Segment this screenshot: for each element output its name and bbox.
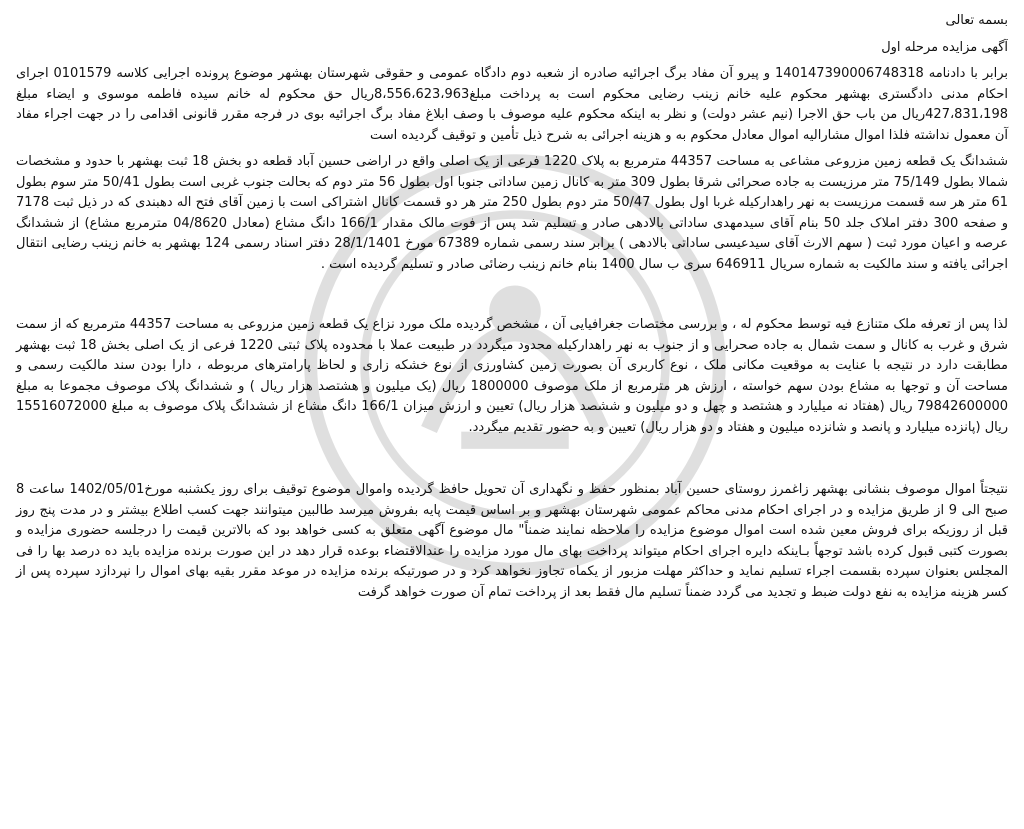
notice-paragraph-valuation: لذا پس از تعرفه ملک متنازع فیه توسط محکوم له ، و بررسی مختصات جغرافیایی آن ، مشخص گردیده ملک مورد نزاع یک قطعه زمین مزروعی به مساحت 44357 مترمربع که از سمت شرق و غرب به کانال و سمت شمال به جاده صحرایی و از جنوب به نهر راهدارکیله محدود میگردد در طبیعت عملا با محدوده پلاک ثبتی 1220 فرعی از یک اصلی بخش 18 ثبت بهشهر مطابقت دارد در نتیجه با عنایت به موقعیت مکانی ملک ، نوع کاربری آن بصورت زمین کشاورزی از نوع خشکه زاری و لحاظ پارامترهای مربوطه ، دارا بودن سند مالکیت رسمی و مساحت آن و توجها به مشاع بودن سهم خواسته ، ارزش هر مترمربع از ملک موصوف 1800000 ریال (یک میلیون و هشتصد هزار ریال ) و ششدانگ پلاک موصوف مجموعا به مبلغ 79842600000 ریال (هفتاد نه میلیارد و هشتصد و چهل و دو میلیون و ششصد هزار ریال) تعیین و ارزش میزان 166/1 دانگ مشاع از ششدانگ پلاک موصوف به مبلغ 15516072000 ریال (پانزده میلیارد و پانصد و شانزده میلیون و هفتاد و دو هزار ریال) تعیین و به حضور تقدیم میگردد.: [16, 317, 1009, 435]
notice-paragraph-judgment: برابر با دادنامه 140147390006748318 و پیرو آن مفاد برگ اجرائیه صادره از شعبه دوم دادگاه عمومی و حقوقی شهرستان بهشهر موضوع پرونده اجرایی کلاسه 0101579 اجرای احکام مدنی دادگستری بهشهر محکوم علیه خانم زینب رضایی محکوم است به پرداخت مبلغ8،556،623،963ریال حق محکوم له خانم سیده فاطمه موسوی و ایضاء مبلغ 427،831،198ریال من باب حق الاجرا (نیم عشر دولت) و نظر به اینکه محکوم علیه موصوف با وصف ابلاغ مفاد برگ اجرائیه بوی در فرجه مقرر قانونی اقدامی را در جهت اجراء مفاد آن معمول نداشته فلذا اموال مشارالیه اموال معادل محکوم به و هزینه اجرائی به شرح ذیل تأمین و توقیف گردیده است: [16, 66, 1009, 143]
notice-title: بسمه تعالی: [945, 13, 1008, 28]
notice-subtitle: آگهی مزایده مرحله اول: [881, 40, 1008, 55]
notice-paragraph-auction: نتیجتاً اموال موصوف بنشانی بهشهر زاغمرز روستای حسین آباد بمنظور حفظ و نگهداری آن تحویل حافظ گردیده واموال موضوع توقیف برای روز یکشنبه مورخ1402/05/01 ساعت 8 صبح الی 9 از طریق مزایده و در اجرای احکام مدنی محاکم عمومی شهرستان بهشهر و بر اساس قیمت پایه بفروش میرسد طالبین میتوانند جهت کسب اطلاع بیشتر و در مدت پنج روز قبل از روزیکه برای فروش معین شده است اموال موضوع مزایده را ملاحظه نمایند ضمناً" مال موضوع آگهی متعلق به کسی خواهد بود که بالاترین قیمت را درجلسه حضوری مزایده و بصورت کتبی قبول کرده باشد توجهاً بـاینکه دایره اجرای احکام میتواند پرداخت بهای مال مورد مزایده را عندالاقتضاء بوعده قرار دهد در این صورت برنده مزایده باید ده درصد بها را فی المجلس بعنوان سپرده بقسمت اجراء تسلیم نماید و حداکثر مهلت مزبور از یکماه تجاوز نخواهد کرد و در صورتیکه برنده مزایده در موعد مقرر بقیه بهای اموال را نپردازد سپرده پس از کسر هزینه مزایده به نفع دولت ضبط و تجدید می گردد ضمناً تسلیم مال فقط بعد از پرداخت تمام آن صورت خواهد گرفت: [16, 482, 1009, 600]
notice-paragraph-property: ششدانگ یک قطعه زمین مزروعی مشاعی به مساحت 44357 مترمربع به پلاک 1220 فرعی از یک اصلی واقع در اراضی حسین آباد قطعه دو بخش 18 ثبت بهشهر با حدود و مشخصات شمالا بطول 75/149 متر مرزیست به جاده صحرائی شرقا بطول 309 متر به کانال زمین ساداتی جنوبا اول بطول 56 متر دوم که بحالت جنوب غربی است بطول 50/41 متر سوم بطول 61 متر هر سه قسمت مرزیست به نهر راهدارکیله غربا اول بطول 50/47 متر دوم بطول 250 متر هر دو قسمت کانال اشتراکی است با زمین آقای فتح اله دهبندی که در ذیل ثبت 7178 و صفحه 300 دفتر املاک جلد 50 بنام آقای سیدمهدی ساداتی بالادهی صادر و تسلیم شد پس از فوت مالک مقدار 166/1 دانگ مشاع (معادل 04/8620 مترمربع مشاع) از ششدانگ عرصه و اعیان مورد ثبت ( سهم الارث آقای سیدعیسی ساداتی بالادهی ) برابر سند رسمی شماره 67389 مورخ 28/1/1401 دفتر اسناد رسمی 124 بهشهر به خانم زینب رضایی انتقال اجرائی یافته و سند مالکیت به شماره سریال 646911 سری ب سال 1400 بنام خانم زینب رضائی صادر و تسلیم گردیده است .: [16, 154, 1008, 272]
